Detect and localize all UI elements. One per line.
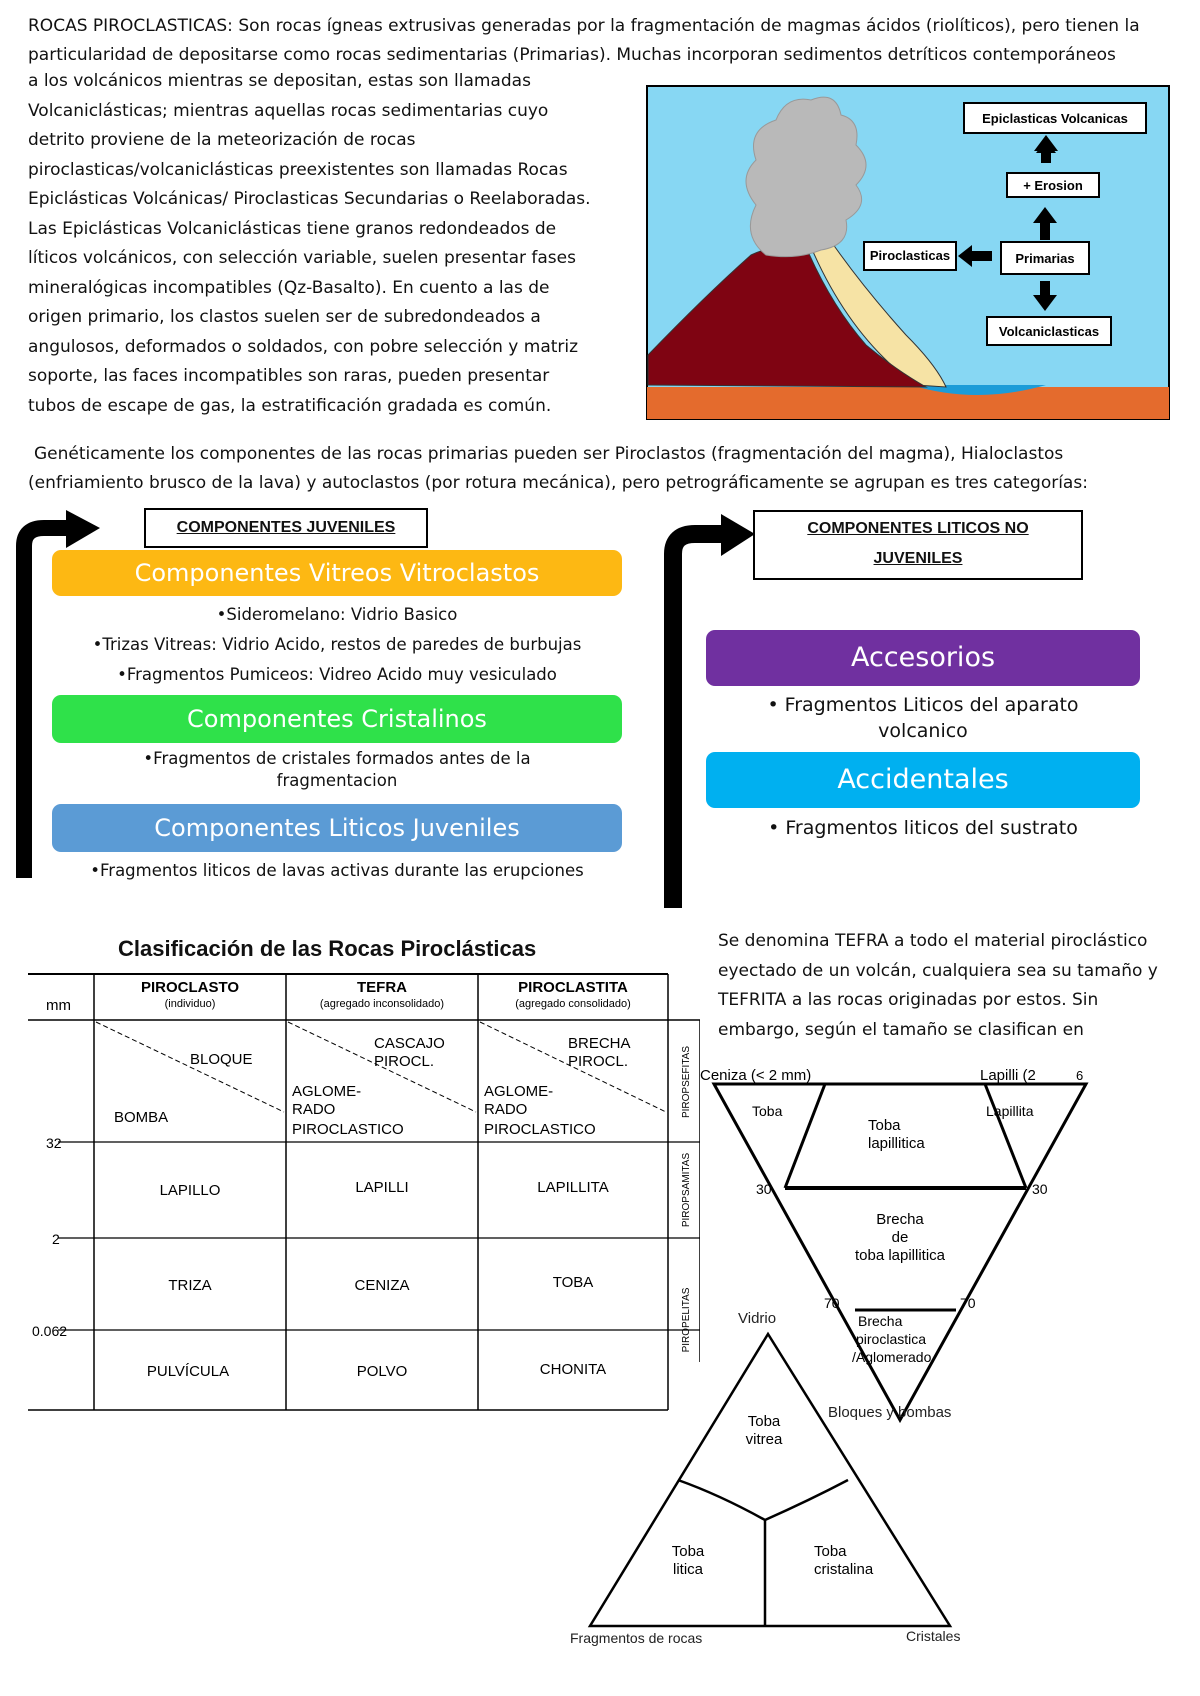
erosion-label: + Erosion — [1023, 178, 1083, 193]
header-piroclasto-sub: (individuo) — [164, 998, 216, 1010]
cell-toba: TOBA — [552, 1274, 594, 1291]
bullet-item: volcanico — [878, 720, 968, 742]
brecha-piro-label-3: /Aglomerado — [852, 1349, 932, 1365]
epiclasticas-label: Epiclasticas Volcanicas — [982, 111, 1128, 126]
intro-text-line: Volcaniclásticas; mientras aquellas rocas sedimentarias cuyo — [28, 100, 549, 121]
intro-text-line: Las Epiclásticas Volcaniclásticas tiene granos redondeados de — [28, 218, 557, 239]
intro-line-2: particularidad de depositarse como rocas sedimentarias (Primarias). Muchas incorporan sedimentos detríticos contemporáneos — [28, 45, 1116, 65]
toba-lapillitica-label-2: lapillitica — [868, 1135, 925, 1152]
n30-left: 30 — [756, 1181, 772, 1197]
intro-text-line: angulosos, deformados o soldados, con pobre selección y matriz — [28, 336, 579, 357]
accesorios-bullets — [706, 692, 1140, 744]
bullet-item: • Fragmentos liticos del sustrato — [768, 817, 1078, 839]
cell-aglomerado: AGLOME- — [292, 1083, 362, 1100]
primarias-label: Primarias — [1015, 251, 1075, 266]
intro-paragraph — [28, 67, 598, 421]
bullet-item: •Fragmentos liticos de lavas activas durante las erupciones — [90, 861, 584, 880]
toba-vitrea-label: Toba — [747, 1413, 781, 1430]
intro-text-line: origen primario, los clastos suelen ser de subredondeados a — [28, 307, 541, 327]
juveniles-title: COMPONENTES JUVENILES — [144, 508, 428, 548]
cell-aglomerado-c3-3: PIROCLASTICO — [484, 1121, 596, 1138]
bullet-item: •Sideromelano: Vidrio Basico — [216, 605, 458, 624]
genesis-line-2: (enfriamiento brusco de la lava) y autoclastos (por rotura mecánica), pero petrográficamente se agrupan es tres categorías: — [28, 473, 1088, 493]
cell-brecha-2: PIROCL. — [568, 1053, 629, 1070]
cell-bloque: BLOQUE — [190, 1051, 253, 1068]
toba-litica-label: Toba — [671, 1543, 705, 1560]
ceniza-label: Ceniza (< 2 mm) — [700, 1067, 812, 1084]
vitreos-header: Componentes Vitreos Vitroclastos — [52, 550, 622, 596]
brecha-label: Brecha — [876, 1211, 924, 1228]
accidentales-header: Accidentales — [706, 752, 1140, 808]
intro-text-line: a los volcánicos mientras se depositan, estas son llamadas — [28, 71, 531, 91]
brecha-label-3: toba lapillitica — [854, 1247, 946, 1264]
accidentales-bullets — [706, 815, 1140, 841]
intro-text-line: tubos de escape de gas, la estratificación gradada es común. — [28, 395, 552, 416]
tefra-line: Se denomina TEFRA a todo el material piroclástico — [718, 931, 1148, 951]
unit-label: mm — [46, 997, 71, 1014]
vitreos-bullets — [52, 602, 622, 688]
brecha-piro-label-2: piroclastica — [856, 1331, 927, 1347]
ground-layer — [647, 387, 1169, 419]
cell-ceniza: CENIZA — [354, 1277, 410, 1294]
cristalinos-header: Componentes Cristalinos — [52, 695, 622, 743]
cell-brecha: BRECHA — [568, 1035, 631, 1052]
cell-pulvicula: PULVÍCULA — [146, 1363, 230, 1380]
side-piropelitas: PIROPELITAS — [681, 1287, 692, 1353]
cell-polvo: POLVO — [356, 1363, 408, 1380]
toba-cristalina-label: Toba — [814, 1543, 847, 1560]
tefra-line: eyectado de un volcán, cualquiera sea su tamaño y — [718, 960, 1158, 981]
lapillita-label: Lapillita — [986, 1103, 1034, 1119]
cell-aglomerado-3: PIROCLASTICO — [292, 1121, 404, 1138]
header-piroclastita: PIROCLASTITA — [518, 979, 628, 996]
bullet-item: •Fragmentos Pumiceos: Vidreo Acido muy vesiculado — [117, 665, 557, 684]
tefra-line: TEFRITA a las rocas originadas por estos. Sin — [718, 990, 1099, 1010]
vidrio-label: Vidrio — [738, 1310, 777, 1327]
intro-text-line: soporte, las faces incompatibles son raras, pueden presentar — [28, 366, 550, 386]
n70-right: 70 — [960, 1295, 976, 1311]
header-tefra: TEFRA — [357, 979, 407, 996]
ternary-diagram-composition — [570, 1330, 980, 1630]
n70-left: 70 — [824, 1295, 840, 1311]
liticos-juveniles-header: Componentes Liticos Juveniles — [52, 804, 622, 852]
cell-cascajo: CASCAJO — [374, 1035, 445, 1052]
cell-lapillo: LAPILLO — [159, 1182, 221, 1199]
volcano-diagram — [646, 85, 1170, 420]
cell-chonita: CHONITA — [539, 1361, 607, 1378]
no-juveniles-title-line: COMPONENTES LITICOS NO — [807, 520, 1029, 537]
no-juveniles-title-line: JUVENILES — [873, 550, 963, 567]
bullet-item: • Fragmentos Liticos del aparato — [767, 694, 1079, 716]
tick-0062: 0.062 — [32, 1323, 68, 1339]
header-piroclastita-sub: (agregado consolidado) — [515, 998, 631, 1010]
toba-cristalina-label-2: cristalina — [814, 1561, 874, 1578]
tick-32: 32 — [46, 1135, 62, 1151]
bullet-item: •Fragmentos de cristales formados antes de la — [143, 749, 531, 768]
cristalinos-bullets — [52, 748, 622, 792]
tick-2: 2 — [52, 1231, 60, 1247]
intro-text-line: líticos volcánicos, con selección variable, suelen presentar fases — [28, 248, 576, 268]
toba-lapillitica-label: Toba — [868, 1117, 901, 1134]
tefra-paragraph — [718, 927, 1188, 1045]
volcaniclasticas-label: Volcaniclasticas — [998, 324, 1100, 339]
bullet-item: fragmentacion — [276, 771, 398, 790]
toba-label: Toba — [752, 1103, 783, 1119]
accesorios-header: Accesorios — [706, 630, 1140, 686]
intro-text-line: mineralógicas incompatibles (Qz-Basalto). En cuento a las de — [28, 277, 550, 298]
no-juveniles-title — [753, 510, 1083, 580]
cell-aglomerado-c3: AGLOME- — [484, 1083, 554, 1100]
genesis-line-1: Genéticamente los componentes de las rocas primarias pueden ser Piroclastos (fragmentación del magma), Hialoclastos — [34, 444, 1064, 464]
toba-litica-label-2: litica — [672, 1561, 704, 1578]
intro-text-line: piroclasticas/volcaniclásticas preexistentes son llamadas Rocas — [28, 159, 568, 180]
tefra-line: embargo, según el tamaño se clasifican en — [718, 1019, 1084, 1040]
brecha-piro-label: Brecha — [858, 1313, 903, 1329]
lapilli-tail-label: 6 — [1076, 1068, 1084, 1083]
cell-bomba: BOMBA — [114, 1109, 169, 1126]
header-piroclasto: PIROCLASTO — [140, 979, 240, 996]
cell-lapillita: LAPILLITA — [537, 1179, 609, 1196]
liticos-bullets — [52, 858, 622, 884]
intro-line-1: ROCAS PIROCLASTICAS: Son rocas ígneas extrusivas generadas por la fragmentación de magmas ácidos (riolíticos), pero tienen la — [28, 16, 1140, 36]
cell-lapilli: LAPILLI — [355, 1179, 409, 1196]
bloques-label: Bloques y bombas — [828, 1404, 952, 1421]
cell-triza: TRIZA — [168, 1277, 212, 1294]
lapilli-label: Lapilli (2 — [980, 1067, 1036, 1084]
brecha-label-2: de — [891, 1229, 909, 1246]
cell-aglomerado-c3-2: RADO — [484, 1101, 528, 1118]
cell-aglomerado-2: RADO — [292, 1101, 336, 1118]
intro-text-line: detrito proviene de la meteorización de rocas — [28, 130, 416, 150]
side-piropsamitas: PIROPSAMITAS — [681, 1152, 692, 1228]
piroclasticas-label: Piroclasticas — [869, 248, 951, 263]
classification-title: Clasificación de las Rocas Piroclásticas — [118, 936, 537, 961]
n30-right: 30 — [1032, 1181, 1048, 1197]
bullet-item: •Trizas Vitreas: Vidrio Acido, restos de paredes de burbujas — [92, 635, 582, 654]
toba-vitrea-label-2: vitrea — [745, 1431, 783, 1448]
cristales-label: Cristales — [906, 1628, 961, 1644]
fragmentos-rocas-label: Fragmentos de rocas — [570, 1630, 703, 1646]
intro-text-line: Epiclásticas Volcánicas/ Piroclasticas Secundarias o Reelaboradas. — [28, 189, 591, 209]
side-piropsefitas: PIROPSEFITAS — [681, 1045, 692, 1119]
header-tefra-sub: (agregado inconsolidado) — [319, 998, 445, 1010]
cell-cascajo-2: PIROCL. — [374, 1053, 435, 1070]
